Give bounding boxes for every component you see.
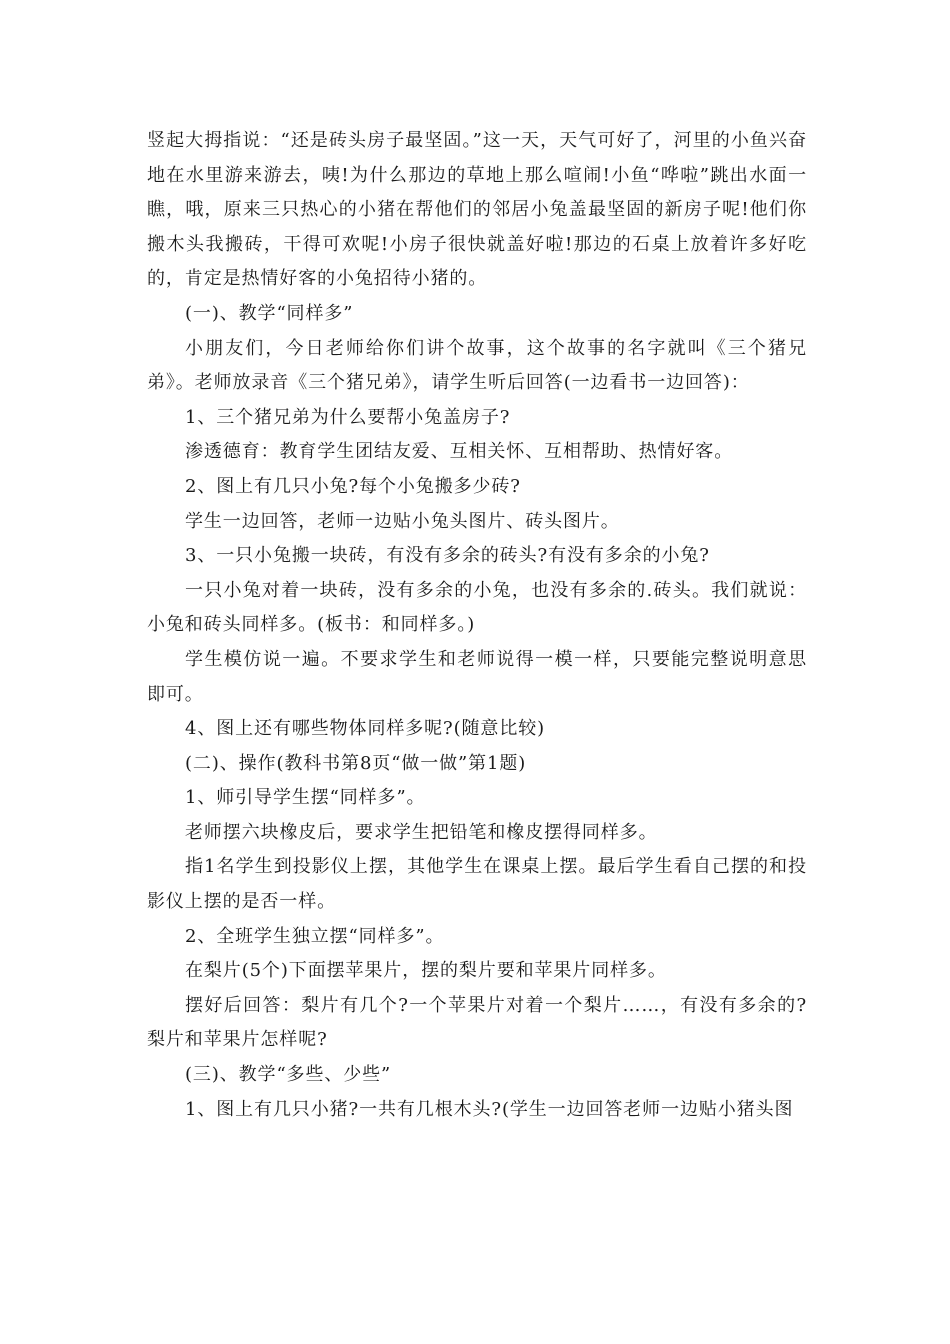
paragraph-3: 小朋友们，今日老师给你们讲个故事，这个故事的名字就叫《三个猪兄弟》。老师放录音《三个猪兄弟》，请学生听后回答(一边看书一边回答)：: [147, 337, 807, 394]
paragraph-14: 老师摆六块橡皮后，要求学生把铅笔和橡皮摆得同样多。: [185, 821, 658, 843]
paragraph-9: 一只小兔对着一块砖，没有多余的小兔，也没有多余的.砖头。我们就说：小兔和砖头同样多。(板书：和同样多。): [147, 579, 807, 636]
paragraph-18: 摆好后回答：梨片有几个?一个苹果片对着一个梨片……，有没有多余的?梨片和苹果片怎样呢?: [147, 994, 807, 1051]
paragraph-17: 在梨片(5个)下面摆苹果片，摆的梨片要和苹果片同样多。: [185, 960, 667, 982]
paragraph-8: 3、一只小兔搬一块砖，有没有多余的砖头?有没有多余的小兔?: [185, 545, 710, 567]
paragraph-1: 竖起大拇指说：“还是砖头房子最坚固。”这一天，天气可好了，河里的小鱼兴奋地在水里游来游去，咦!为什么那边的草地上那么喧闹!小鱼“哗啦”跳出水面一瞧，哦，原来三只热心的小猪在帮他们的邻居小兔盖最坚固的新房子呢!他们你搬木头我搬砖，干得可欢呢!小房子很快就盖好啦!那边的石桌上放着许多好吃的，肯定是热情好客的小兔招待小猪的。: [147, 130, 807, 290]
paragraph-16: 2、全班学生独立摆“同样多”。: [185, 925, 445, 947]
section-heading-2: (二)、操作(教科书第8页“做一做”第1题): [185, 752, 527, 774]
paragraph-13: 1、师引导学生摆“同样多”。: [185, 787, 426, 809]
paragraph-5: 渗透德育：教育学生团结友爱、互相关怀、互相帮助、热情好客。: [185, 441, 734, 463]
paragraph-7: 学生一边回答，老师一边贴小兔头图片、砖头图片。: [185, 510, 620, 532]
paragraph-20: 1、图上有几只小猪?一共有几根木头?(学生一边回答老师一边贴小猪头图: [185, 1098, 794, 1120]
paragraph-11: 4、图上还有哪些物体同样多呢?(随意比较): [185, 718, 546, 740]
paragraph-15: 指1名学生到投影仪上摆，其他学生在课桌上摆。最后学生看自己摆的和投影仪上摆的是否一样。: [147, 856, 807, 913]
paragraph-6: 2、图上有几只小兔?每个小兔搬多少砖?: [185, 475, 521, 497]
document-body: [147, 124, 807, 1127]
paragraph-4: 1、三个猪兄弟为什么要帮小兔盖房子?: [185, 406, 511, 428]
section-heading-1: (一)、教学“同样多”: [185, 302, 354, 324]
section-heading-3: (三)、教学“多些、少些”: [185, 1064, 392, 1086]
paragraph-10: 学生模仿说一遍。不要求学生和老师说得一模一样，只要能完整说明意思即可。: [147, 648, 807, 705]
